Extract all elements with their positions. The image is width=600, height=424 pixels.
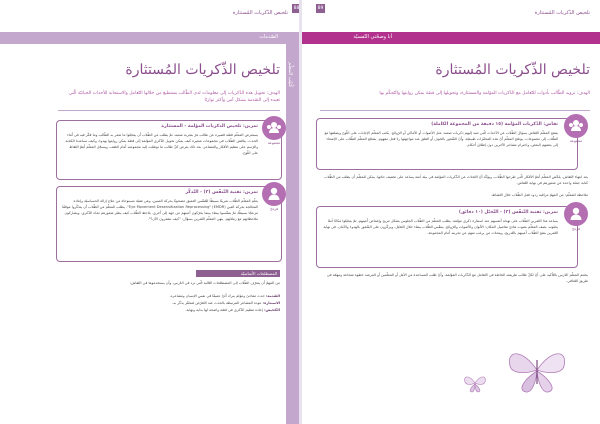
right-running-header: تلخيص الذّكريات المُستثارة [534, 10, 590, 16]
left-badge-label-1: مجموعة [267, 141, 281, 145]
right-box-2-heading: تمرين: تقنية التّنفّس (٢) - التّخيّل (١٠ دقائق) [458, 210, 558, 215]
right-paragraph-1: بعد انتهاء النّقاش، يلخّص المعلّم أهمّ الأفكار الّتي طرحها الطّلاب، ويؤكّد أنّ التّحدّث عن الذّكريات المؤلمة في بيئة آمنة يساعد على تخفيف حدّتها. يمكن للمعلّم أن يطلب من الطّلاب كتابة جملة واحدة عن شعورهم في نهاية النّقاش. [324, 175, 588, 185]
butterfly-illustration-large [502, 340, 572, 400]
side-tab [286, 44, 300, 424]
right-page [302, 0, 600, 424]
term-item-1 [60, 293, 280, 299]
person-icon [262, 182, 286, 206]
right-badge-label-1: مجموعة [569, 139, 583, 143]
left-box-2-body: يعلّم المعلّم الطّلاب تمرينًا بسيطًا للتّنفّس العميق مصحوبًا بحركة العينين، وهي تقنيّة مستوحاة من علاج إزالة الحساسيّة وإعادة المعالجة بحركة العين (EMDR) "Eye Movement Desensitization Reprocessing". يطلب المعلّم من الطّلاب أن يتذكّروا موقفًا مزعجًا بسيطًا، ثمّ يتنفّسوا ببطء بينما يحرّكون أعينهم من جهة إلى أخرى. يلاحظ الطّلاب كيف يتغيّر شعورهم تجاه الذّكرى، ويشاركون ملاحظاتهم مع زملائهم. ينهي المعلّم التّمرين بسؤال: "كيف تشعرون الآن؟". [62, 199, 258, 221]
individual-badge [262, 182, 286, 206]
left-box-1-heading: تمرين: تلخيص الذكريات المؤلمة - المستثارة [161, 124, 258, 129]
right-lead-text: الهدف: تزويد الطّالب بأدوات للتّعامل مع الذّكريات المؤلمة والمستثارة، وتحويلها إلى قصّة يمكن روايتها والتّحكّم بها [379, 91, 590, 96]
term-item-3 [60, 307, 280, 313]
term-2-def: عودة المشاعر المرتبطة بالحدث عند التّعرّض لمحفّز يذكّر به. [172, 301, 262, 305]
left-page-number: 88 [293, 6, 300, 11]
group-icon [564, 114, 588, 138]
terms-intro: من المهمّ أن يتعرّف الطّلاب إلى المصطلحات التّالية الّتي ترد في الدّرس، وأن يستخدموها في النّقاش: [129, 281, 280, 285]
right-divider [320, 110, 590, 111]
right-group-badge [564, 114, 588, 138]
left-box-1-body: يستعرض المعلّم قصّة قصيرة عن طالب مرّ بتجربة صعبة، ثمّ يطلب من الطّلاب أن يتخيّلوا ما شعر به الطّالب وما فكّر فيه في أثناء الحدث. يناقش الطّلاب في مجموعات صغيرة كيف يمكن تحويل الذّكرى المؤلمة إلى قصّة يمكن روايتها بهدوء، وكيف تساعدنا الكتابة والرّسم على تنظيم الأفكار والمشاعر. بعد ذلك يعرض كلّ طالب ما توصّلت إليه مجموعته أمام الصّف، ويسجّل المعلّم أهمّ النّقاط على اللّوح. [65, 133, 258, 155]
term-3-def: إعادة تنظيم الذّكرى في قصّة واضحة لها بداية ونهاية. [185, 308, 263, 312]
term-1-def: حدث مفاجئ ومؤلم يترك أثرًا عميقًا في نفس الإنسان ومشاعره. [169, 294, 265, 298]
right-band-label: أنا وصحّتي النّفسيّة [353, 34, 392, 40]
right-box-2-body: يساعد هذا التّمرين الطّلاب على تهدئة أنفسهم عند استثارة ذكرى مؤلمة. يطلب المعلّم من الطّلاب الجلوس بشكل مريح وإغماض أعينهم، ثمّ يتخيّلوا مكانًا آمنًا يحبّونه. يصف المعلّم بصوت هادئ تفاصيل المكان: الألوان والأصوات والرّوائح. يتنفّس الطّلاب ببطء خلال التّخيّل، ويركّزون على الشّعور بالهدوء والأمان. في نهاية التّمرين يفتح الطّلاب أعينهم بالتّدريج، ويتحدّث من يرغب منهم عن تجربته أمام المجموعة. [323, 219, 558, 235]
term-3-word: التّلخيص: [264, 308, 280, 312]
group-badge [262, 116, 286, 140]
left-running-header: تلخيص الذّكريات المُستثارة [232, 10, 288, 16]
left-lead-text: الهدف: تحويل هذه الذّكريات إلى معلومات لدى الطّالب يستطيع من خلالها التّعامل والاستجابة للأحداث الحياتيّة الّتي تعيده إلى الصّدمة بشكل آمن وأكثر توازنًا [68, 91, 280, 103]
right-page-title: تلخيص الذّكريات المُستثارة [435, 62, 590, 78]
right-page-number: 89 [317, 6, 324, 11]
term-item-2 [60, 300, 280, 306]
right-exercise-box-2 [316, 206, 578, 268]
person-icon [564, 202, 588, 226]
side-tab-label: كُتيّب المعلّم [287, 62, 293, 88]
right-box-1-heading: نقاش: الذّكريات المؤلمة (١٥ دقيقة من المجموعة الكاملة) [431, 122, 558, 127]
left-box-2-heading: تمرين: تقنية التّنفّس (٢) - التّذكّر [185, 190, 258, 195]
left-band-label: الصّدمات [259, 34, 278, 40]
term-1-word: الصّدمة: [265, 294, 280, 298]
butterfly-illustration-small [462, 372, 488, 394]
right-paragraph-3: يختتم المعلّم الدّرس بالتّأكيد على أنّ لكلّ طالب طريقته الخاصّة في التّعامل مع الذّكريات المؤلمة، وأنّ طلب المساعدة من الأهل أو المعلّمين أو المرشد خطوة شجاعة ومهمّة في طريق التّعافي. [326, 273, 588, 283]
term-2-word: الاستثارة: [262, 301, 280, 305]
left-page-title: تلخيص الذّكريات المُستثارة [125, 62, 280, 78]
right-paragraph-2: ملاحظة للمعلّم: من المهمّ مراقبة ردود فعل الطّلاب خلال النّشاط. [490, 193, 588, 197]
right-individual-badge [564, 202, 588, 226]
left-badge-label-2: فرديّ [269, 207, 279, 211]
left-divider [58, 110, 280, 111]
group-icon [262, 116, 286, 140]
terms-heading: المصطلحات الأساسيّة [196, 270, 280, 277]
right-box-1-body: يفتتح المعلّم النّقاش بسؤال الطّلاب عن الأحداث الّتي تعيد إليهم ذكريات صعبة، مثل الأصوات أو الأماكن أو الرّوائح. يكتب المعلّم الإجابات على اللّوح ويصنّفها مع الطّلاب إلى مجموعات. يوضّح المعلّم أنّ هذه المحفّزات طبيعيّة، وأنّ الشّعور بالخوف أو القلق عند مواجهتها ردّ فعل مفهوم. يشجّع المعلّم الطّلاب على الإصغاء إلى بعضهم البعض، واحترام مشاعر الآخرين دون إطلاق أحكام. [324, 131, 558, 147]
right-badge-label-2: فرديّ [571, 227, 581, 231]
